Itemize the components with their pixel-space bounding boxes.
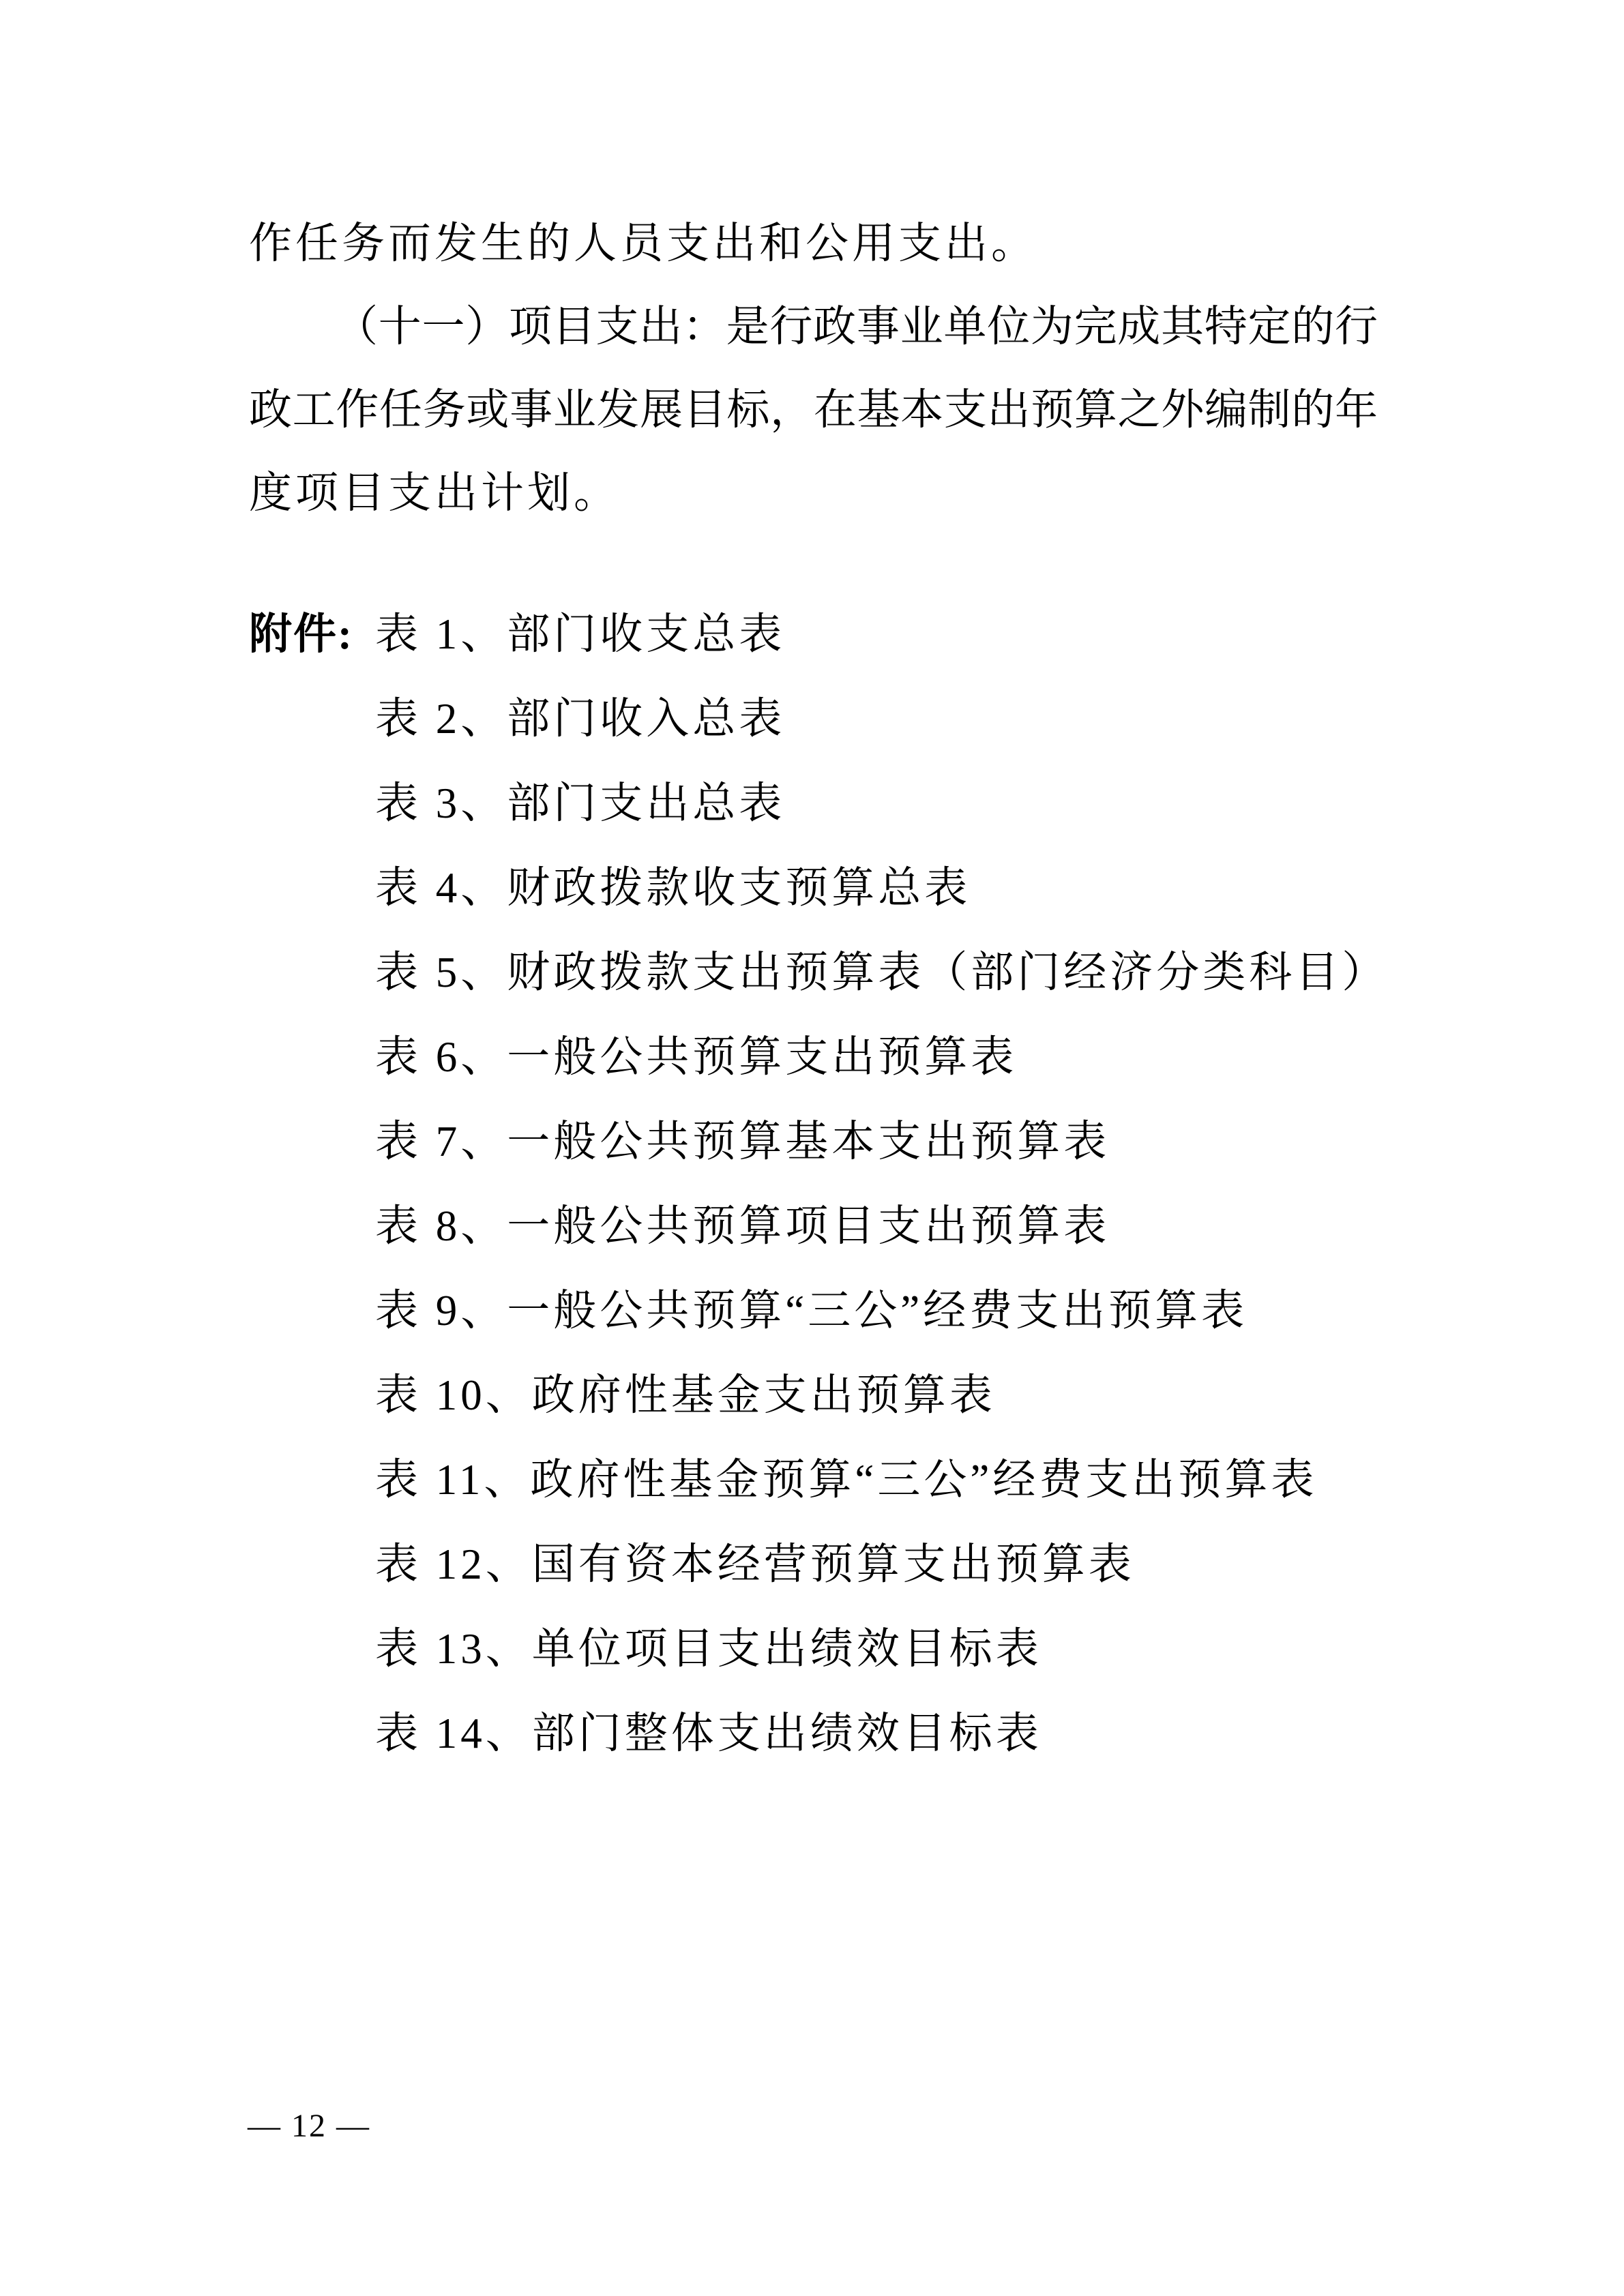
attachment-item: 表 3、部门支出总表 <box>375 779 786 827</box>
attachment-item: 表 8、一般公共预算项目支出预算表 <box>375 1202 1110 1250</box>
attachment-item: 表 14、部门整体支出绩效目标表 <box>375 1710 1042 1757</box>
item11-line-3: 度项目支出计划。 <box>249 469 620 517</box>
page-number: — 12 — <box>248 2108 370 2144</box>
attachments-label: 附件: <box>249 610 353 658</box>
attachment-item: 表 12、国有资本经营预算支出预算表 <box>375 1540 1135 1588</box>
item11-line-2: 政工作任务或事业发展目标，在基本支出预算之外编制的年 <box>249 386 1378 434</box>
attachment-item: 表 11、政府性基金预算“三公”经费支出预算表 <box>375 1456 1318 1504</box>
attachment-item: 表 6、一般公共预算支出预算表 <box>375 1033 1018 1081</box>
attachments-list <box>375 592 1388 1776</box>
attachment-item: 表 1、部门收支总表 <box>375 610 786 658</box>
document-body <box>249 202 1389 1776</box>
attachment-item: 表 4、财政拨款收支预算总表 <box>375 864 971 912</box>
attachment-item: 表 7、一般公共预算基本支出预算表 <box>375 1118 1110 1165</box>
attachments-section <box>249 592 1389 1776</box>
attachment-item: 表 9、一般公共预算“三公”经费支出预算表 <box>375 1287 1248 1335</box>
attachment-item: 表 5、财政拨款支出预算表（部门经济分类科目） <box>375 949 1389 996</box>
body-continuation-line: 作任务而发生的人员支出和公用支出。 <box>249 220 1037 267</box>
attachment-item: 表 2、部门收入总表 <box>375 695 786 743</box>
item11-line-1: （十一）项目支出：是行政事业单位为完成其特定的行 <box>335 303 1378 351</box>
attachment-item: 表 10、政府性基金支出预算表 <box>375 1371 996 1419</box>
attachment-item: 表 13、单位项目支出绩效目标表 <box>375 1625 1042 1673</box>
